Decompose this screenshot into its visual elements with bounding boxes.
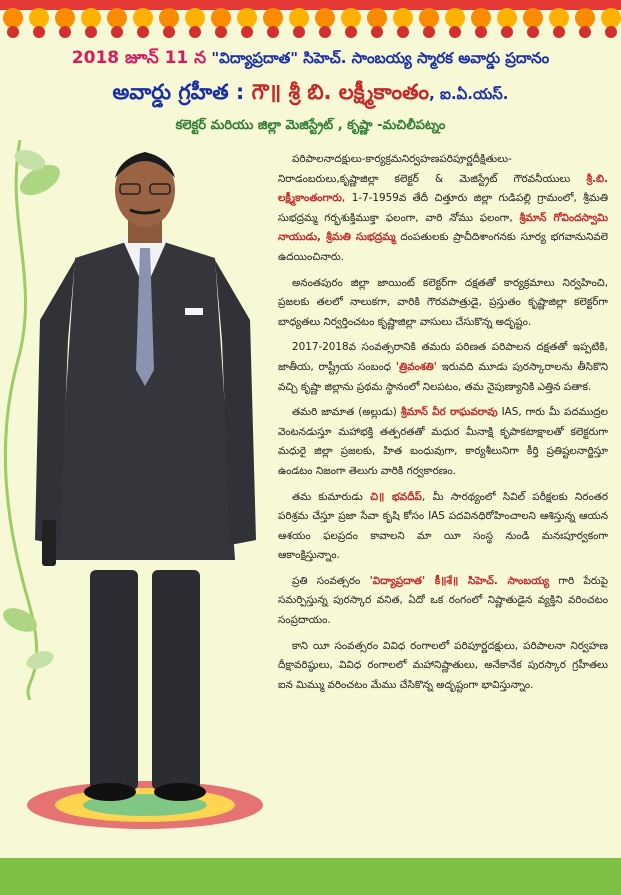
garland-bead [267, 26, 279, 38]
garland-bead [241, 26, 253, 38]
marigold-flower [185, 8, 205, 28]
paragraph-5 [278, 488, 608, 566]
recipient-suffix: , ఐ.ఏ.యస్. [429, 85, 509, 103]
paragraph-3 [278, 338, 608, 397]
text: IAS, గారు మీ పదముద్రల వెంటనడుస్తూ మహాభక్తి తత్పరతతో మధుర మీనాక్షి కృపాకటాక్షాలతో కలెక్టరుగా మధురై జిల్లా ప్రజలకు, హిత బంధువుగా, కార్యశీలునిగా కీర్తి ప్రతిష్టలనార్జిస్తూ ఉండటం నిజంగా తెలుగు వారికి గర్వకారణం. [278, 406, 608, 477]
marigold-flower [159, 8, 179, 28]
marigold-flower [601, 8, 621, 28]
recipient-label: అవార్డు గ్రహీత : [112, 80, 252, 104]
garland-bead [423, 26, 435, 38]
marigold-flower [55, 8, 75, 28]
garland-bead [85, 26, 97, 38]
garland-bead [137, 26, 149, 38]
marigold-flower [497, 8, 517, 28]
marigold-flower [29, 8, 49, 28]
garland-bead [189, 26, 201, 38]
marigold-flower [367, 8, 387, 28]
marigold-flower [471, 8, 491, 28]
garland-bead [7, 26, 19, 38]
event-description: సిహెచ్. సాంబయ్య స్మారక అవార్డు ప్రదానం [303, 49, 550, 67]
garland-bead [475, 26, 487, 38]
citation-body [278, 150, 608, 701]
marigold-flower [549, 8, 569, 28]
garland-bead [397, 26, 409, 38]
text: , మీ సారథ్యంలో సివిల్ పరీక్షలకు నిరంతర పరిశ్రమ చేస్తూ ప్రజా సేవా కృషి కోసం IAS పదవినధిరోహించాలని ఆశిస్తున్న ఆయన ఆశయం ఫలప్రదం కావాలని మా యీ సంస్థ నుండి మనఃపూర్వకంగా ఆకాంక్షిస్తున్నాం. [278, 490, 608, 562]
text: 2017-2018వ సంవత్సరానికి తమరు పరిణత పరిపాలన దక్షతతో ఇప్పటికి, జాతీయ, రాష్ట్రీయ సంబంధ [278, 341, 608, 373]
event-title [0, 48, 621, 72]
marigold-garland [0, 0, 621, 44]
marigold-flower [445, 8, 465, 28]
highlight: 'విద్యాప్రదాత' కీ॥శే॥ సిహెచ్. సాంబయ్య [369, 574, 550, 587]
highlight: చి॥ భవదీప్ [370, 490, 422, 503]
text: , 1-7-1959వ తేదీ చిత్తూరు జిల్లా గుడిపల్లి గ్రామంలో, శ్రీమతి సుభద్రమ్మ గర్భశుక్తిముక్తా ఫలంగా, వారి నోము ఫలంగా, [278, 192, 608, 224]
marigold-flower [211, 8, 231, 28]
recipient-designation: కలెక్టర్ మరియు జిల్లా మెజిస్ట్రేట్ , కృష్ణా -మచిలీపట్నం [175, 118, 446, 133]
garland-bead [527, 26, 539, 38]
paragraph-6 [278, 572, 608, 631]
garland-bead [605, 26, 617, 38]
award-name: "విద్యాప్రదాత" [211, 49, 299, 67]
garland-bead [319, 26, 331, 38]
marigold-flower [419, 8, 439, 28]
paragraph-1 [278, 150, 608, 268]
recipient-photo [20, 140, 270, 830]
paragraph-4 [278, 403, 608, 481]
garland-bead [501, 26, 513, 38]
garland-bead [59, 26, 71, 38]
marigold-flower [289, 8, 309, 28]
event-date: 2018 జూన్ 11 న [71, 48, 207, 68]
marigold-flower [107, 8, 127, 28]
garland-bead [553, 26, 565, 38]
marigold-flower [393, 8, 413, 28]
paragraph-2 [278, 274, 608, 333]
garland-bead [33, 26, 45, 38]
garland-bead [345, 26, 357, 38]
recipient-name: గౌ॥ శ్రీ బి. లక్ష్మీకాంతం [251, 80, 430, 104]
text: దంపతులకు ప్రాచీదిశాంగనకు సూర్య భగవానునివలె ఉదయించినారు. [278, 231, 608, 263]
paragraph-7 [278, 637, 608, 696]
garland-bead [293, 26, 305, 38]
text: కాని యీ సంవత్సరం వివిధ రంగాలలో పరిపూర్ణదక్షులు, పరిపాలనా నిర్వహణ దీక్షావరిష్ఠులు, వివిధ రంగాలలో మహానిష్ణాతులు, అనేకానేక పురస్కార గ్రహీతలు ఐన మిమ్ము వరించటం మేము చేసికొన్న అదృష్టంగా భావిస్తున్నాం. [278, 639, 608, 691]
page-header [0, 48, 621, 136]
marigold-flower [263, 8, 283, 28]
highlight: శ్రీమాన్ గోవిందస్వామి నాయుడు, శ్రీమతి సుభద్రమ్మ [278, 211, 608, 244]
garland-bead [371, 26, 383, 38]
garland-bead [111, 26, 123, 38]
recipient-line [0, 80, 621, 110]
marigold-flower [315, 8, 335, 28]
marigold-flower [81, 8, 101, 28]
marigold-flower [3, 8, 23, 28]
marigold-flower [575, 8, 595, 28]
garland-bead [579, 26, 591, 38]
text: ఇరువది మూడు పురస్కారాలను తీసికొని వచ్చి కృష్ణా జిల్లాను ప్రథమ స్థానంలో నిలపటం, తమ నైపుణ్యానికి ఎత్తిన పతాక. [278, 360, 609, 393]
text: అనంతపురం జిల్లా జాయింట్ కలెక్టర్‌గా దక్షతతో కార్యక్రమాలు నిర్వహించి, ప్రజలకు తలలో నాలుకగా, వారికి గౌరవపాత్రుడై, ప్రస్తుతం కృష్ణాజిల్లా కలెక్టర్‌గా బాధ్యతలు నిర్వర్తించటం కృష్ణాజిల్లా వాసులు చేసుకొన్న అదృష్టం. [278, 276, 608, 328]
garland-bead [215, 26, 227, 38]
marigold-flower [341, 8, 361, 28]
highlight: శ్రీ.బి. లక్ష్మీకాంతంగారు [278, 172, 608, 205]
text: గారి పేరుపై సమర్పిస్తున్న పురస్కార వనిత, ఏదో ఒక రంగంలో నిష్ణాతుడైన వ్యక్తిని వరించటం సంప్రదాయం. [278, 574, 608, 627]
text: పరిపాలనాదక్షులు-కార్యక్రమనిర్వహణపరిపూర్ణదీక్షితులు-నిరాడంబరులు,కృష్ణాజిల్లా కలెక్టర్ & మెజిస్ట్రేట్ గౌరవనీయులు [278, 153, 587, 185]
highlight: 'త్రివంశతి' [395, 360, 437, 373]
marigold-flower [237, 8, 257, 28]
bottom-band [0, 858, 621, 895]
garland-bead [163, 26, 175, 38]
text: ప్రతి సంవత్సరం [292, 574, 370, 587]
marigold-flower [523, 8, 543, 28]
garland-bead [449, 26, 461, 38]
text: తమ కుమారుడు [292, 490, 371, 503]
marigold-flower [133, 8, 153, 28]
highlight: శ్రీమాన్ వీర రాఘవరావు [400, 406, 498, 419]
text: తమరి జామాత (అల్లుడు) [292, 406, 401, 419]
